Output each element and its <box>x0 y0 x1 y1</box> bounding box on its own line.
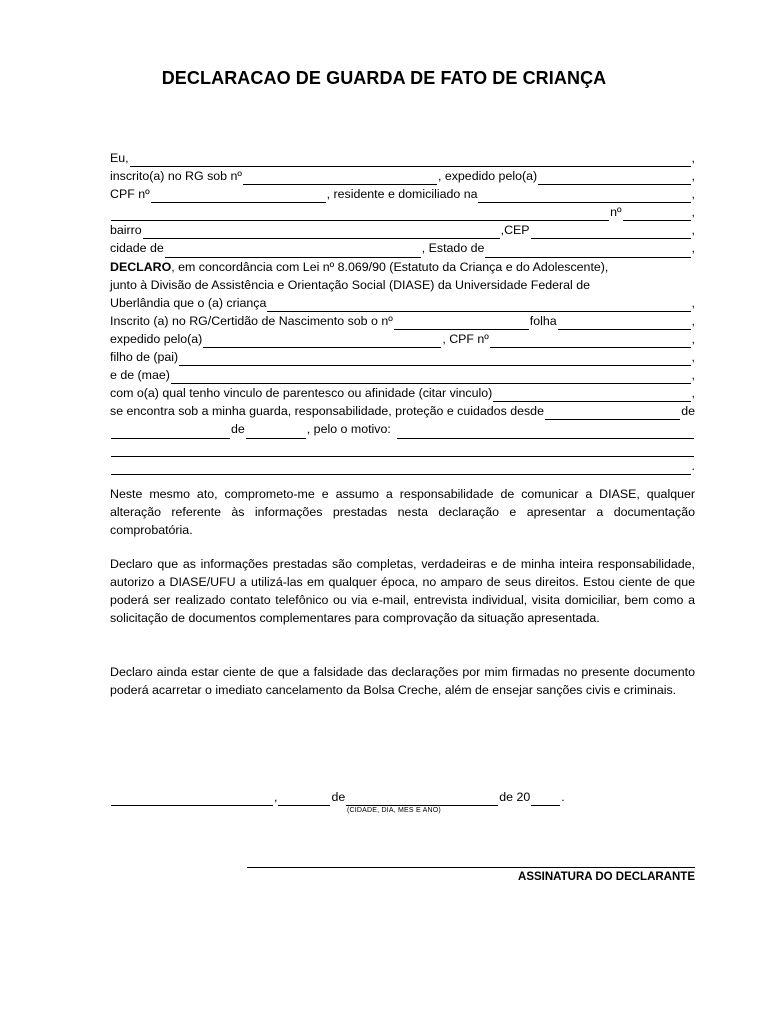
blank-ano[interactable] <box>531 792 560 806</box>
blank-expedido[interactable] <box>538 171 690 185</box>
document-title: DECLARACAO DE GUARDA DE FATO DE CRIANÇA <box>161 68 607 88</box>
date-comma: , <box>274 790 278 804</box>
comma: , <box>691 169 695 184</box>
comma: , <box>691 386 695 401</box>
label-cpf2: , CPF nº <box>442 331 489 346</box>
form-line-name <box>110 149 695 167</box>
blank-name[interactable] <box>130 153 691 167</box>
blank-crianca[interactable] <box>267 298 690 312</box>
text-declaro-rest: , em concordância com Lei nº 8.069/90 (Estatuto da Criança e do Adolescente), <box>171 259 609 274</box>
comma: , <box>691 368 695 383</box>
blank-endereco-cont[interactable] <box>111 207 609 221</box>
label-expedido-pelo2: expedido pelo(a) <box>110 331 203 346</box>
signature-line[interactable] <box>247 867 695 868</box>
label-motivo: , pelo o motivo: <box>306 422 391 437</box>
blank-folha[interactable] <box>558 316 691 330</box>
form-line-expedido2 <box>110 330 695 348</box>
label-folha: folha <box>529 313 557 328</box>
blank-motivo[interactable] <box>397 425 694 439</box>
label-inscrito-rg: inscrito(a) no RG sob nº <box>110 169 242 184</box>
paragraph-falsidade: Declaro ainda estar ciente de que a falsidade das declarações por mim firmadas no presente documento poderá acarretar o imediato cancelamento da Bolsa Creche, além de ensejar sanções civis e criminais. <box>110 665 695 698</box>
blank-motivo-end[interactable] <box>111 461 691 475</box>
blank-bairro[interactable] <box>143 225 500 239</box>
paragraph-informacoes: Declaro que as informações prestadas são completas, verdadeiras e de minha inteira responsabilidade, autorizo a DIASE/UFU a utilizá-las em qualquer época, no amparo de seus direitos. Estou ciente de que poderá ser realizado contato telefônico ou via e-mail, entrevista individual, visita domiciliar, bem como a solicitação de documentos complementares para comprovação da situação apresentada. <box>110 557 695 626</box>
blank-desde-ano[interactable] <box>246 425 306 439</box>
form-line-mae <box>110 366 695 384</box>
comma: , <box>691 350 695 365</box>
label-eu: Eu, <box>110 151 129 165</box>
form-line-certidao <box>110 312 695 330</box>
date-de: de <box>331 790 346 804</box>
label-cpf: CPF nº <box>110 187 150 202</box>
form-line-cidade <box>110 239 695 257</box>
comma: , <box>691 295 695 310</box>
form-line-motivo-end <box>110 457 695 475</box>
label-de: de <box>231 422 245 437</box>
form-line-motivo <box>110 420 695 438</box>
paragraph-compromisso: Neste mesmo ato, comprometo-me e assumo a responsabilidade de comunicar a DIASE, qualquer alteração referente às informações prestadas nesta declaração e apresentar a documentação comprobatória. <box>110 487 695 538</box>
label-certidao: Inscrito (a) no RG/Certidão de Nascimento sob o nº <box>110 313 393 328</box>
comma: , <box>691 187 695 202</box>
blank-rg[interactable] <box>243 171 437 185</box>
label-cidade: cidade de <box>110 241 164 256</box>
form-line-junto <box>110 276 695 294</box>
form-line-crianca <box>110 294 695 312</box>
blank-mae[interactable] <box>171 370 691 384</box>
blank-motivo-cont[interactable] <box>111 443 694 457</box>
comma: , <box>691 331 695 346</box>
form-line-pai <box>110 348 695 366</box>
blank-numero[interactable] <box>623 207 691 221</box>
label-pai: filho de (pai) <box>110 350 179 365</box>
form-line-rg <box>110 167 695 185</box>
label-declaro: DECLARO <box>110 259 172 274</box>
blank-cpf2[interactable] <box>490 334 691 348</box>
comma: , <box>691 205 695 220</box>
label-mae: e de (mae) <box>110 368 170 383</box>
blank-endereco[interactable] <box>478 189 690 203</box>
label-residente: , residente e domiciliado na <box>326 187 478 202</box>
blank-cpf[interactable] <box>151 189 326 203</box>
comma: , <box>691 223 695 238</box>
blank-dia[interactable] <box>278 792 330 806</box>
form-line-declaro <box>110 258 695 276</box>
form-line-motivo-cont <box>110 439 695 457</box>
date-caption: (CIDADE, DIA, MES E ANO) <box>347 807 441 814</box>
blank-pai[interactable] <box>179 352 690 366</box>
comma: , <box>691 241 695 256</box>
form-line-parentesco <box>110 384 695 402</box>
label-estado: , Estado de <box>421 241 485 256</box>
comma: , <box>691 151 695 165</box>
blank-desde-mes[interactable] <box>111 425 230 439</box>
period: . <box>691 458 695 473</box>
form-line-cpf <box>110 185 695 203</box>
date-line <box>110 788 580 806</box>
blank-desde-dia[interactable] <box>545 406 680 420</box>
date-period: . <box>561 790 565 804</box>
blank-estado[interactable] <box>485 244 690 258</box>
label-de: de <box>681 404 695 419</box>
comma: , <box>691 313 695 328</box>
blank-cep[interactable] <box>531 225 691 239</box>
blank-expedido2[interactable] <box>203 334 441 348</box>
label-guarda: se encontra sob a minha guarda, responsabilidade, proteção e cuidados desde <box>110 404 544 419</box>
date-de20: de 20 <box>499 790 531 804</box>
blank-cidade[interactable] <box>165 244 421 258</box>
label-expedido-pelo: , expedido pelo(a) <box>437 169 538 184</box>
form-line-bairro <box>110 221 695 239</box>
declaration-form <box>110 149 695 475</box>
blank-mes[interactable] <box>346 792 498 806</box>
label-crianca: Uberlândia que o (a) criança <box>110 295 267 310</box>
form-line-guarda <box>110 402 695 420</box>
blank-vinculo[interactable] <box>493 388 690 402</box>
blank-cidade-data[interactable] <box>111 792 273 806</box>
label-numero: nº <box>610 205 622 220</box>
blank-certidao[interactable] <box>394 316 529 330</box>
text-junto: junto à Divisão de Assistência e Orientação Social (DIASE) da Universidade Federal de <box>110 277 591 292</box>
form-line-numero <box>110 203 695 221</box>
label-parentesco: com o(a) qual tenho vinculo de parentesco ou afinidade (citar vinculo) <box>110 386 493 401</box>
label-cep: ,CEP <box>500 223 530 238</box>
label-bairro: bairro <box>110 223 142 238</box>
signature-label: ASSINATURA DO DECLARANTE <box>518 871 695 883</box>
